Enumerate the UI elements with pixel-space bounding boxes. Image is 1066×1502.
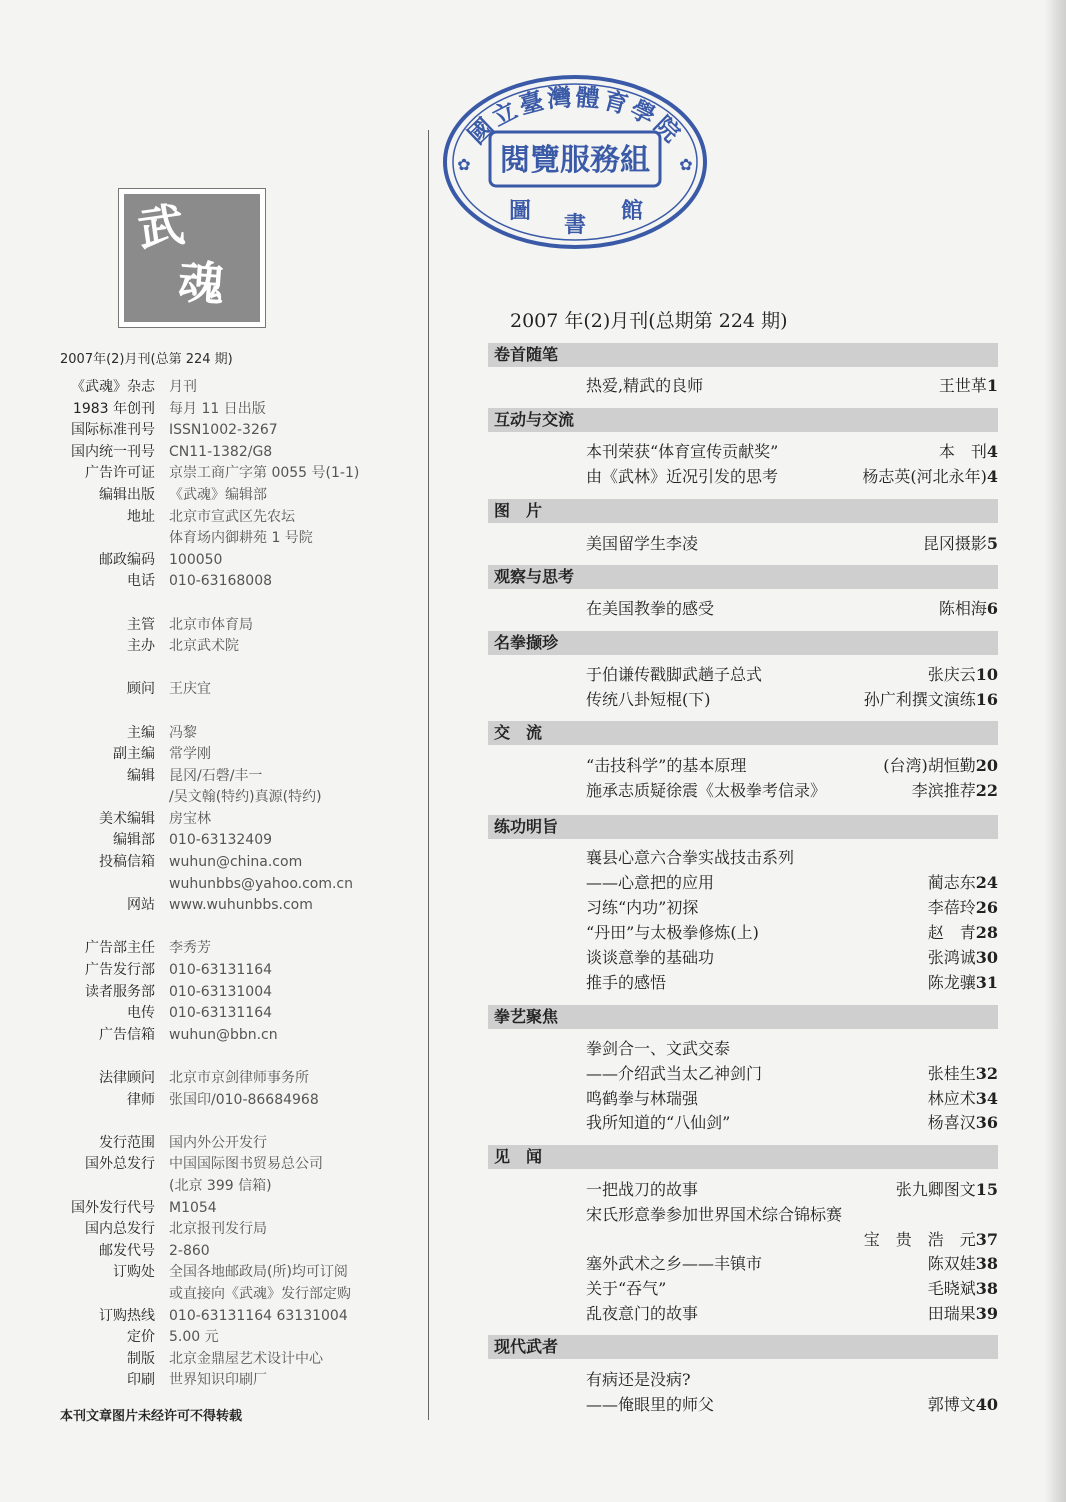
stamp-arc-text: 國立臺灣體育學院 — [461, 82, 689, 150]
info-label — [55, 1284, 155, 1306]
info-label: 美术编辑 — [99, 810, 155, 827]
info-label: 网站 — [127, 897, 155, 914]
info-value: 京崇工商广字第 0055 号(1-1) — [169, 465, 360, 482]
toc-entry-author: 陈双娃 — [927, 1254, 976, 1273]
toc-entry-title: 谈谈意拳的基础功 — [586, 948, 715, 967]
info-row — [55, 938, 415, 960]
page-gutter-shadow — [1044, 0, 1052, 1502]
toc-entry-title: 于伯谦传戳脚武趟子总式 — [586, 665, 763, 684]
info-label: 电话 — [127, 573, 155, 590]
toc-entry-title: 推手的感悟 — [586, 973, 667, 992]
toc-entry-page: 6 — [986, 599, 998, 618]
toc-entry-page: 4 — [986, 442, 998, 461]
info-label: 订购处 — [113, 1264, 155, 1281]
toc-entry-title: ——介绍武当太乙神剑门 — [586, 1064, 763, 1083]
info-row — [55, 1327, 415, 1349]
info-value: 国内外公开发行 — [169, 1134, 267, 1151]
info-row — [55, 1003, 415, 1025]
info-label: 主办 — [127, 638, 155, 655]
toc-entry-author: 张桂生 — [927, 1064, 976, 1083]
toc-entry — [586, 440, 998, 464]
info-value: wuhun@bbn.cn — [169, 1026, 278, 1043]
info-spacer — [55, 917, 415, 939]
column-divider — [428, 130, 429, 1420]
logo-char-wu: 武 — [134, 197, 188, 257]
logo-char-hun: 魂 — [176, 254, 226, 312]
toc-entry-author: 昆冈摄影 — [922, 534, 987, 553]
toc-entry — [586, 1037, 998, 1061]
toc-entry-byline — [928, 1062, 998, 1086]
info-row — [55, 809, 415, 831]
toc-entry — [586, 597, 998, 621]
toc-entry-author: 孙广利撰文演练 — [863, 690, 976, 709]
toc-section-header: 交 流 — [488, 721, 998, 745]
info-label: 印刷 — [127, 1372, 155, 1389]
toc-entry-page: 20 — [975, 756, 998, 775]
toc-entry-author: 李蓓玲 — [927, 898, 976, 917]
toc-entry — [586, 846, 998, 870]
stamp-bottom-char-1: 圖 — [508, 198, 532, 224]
toc-entry-title: 塞外武术之乡——丰镇市 — [586, 1254, 763, 1273]
publication-info — [55, 377, 415, 1392]
toc-entry — [586, 946, 998, 970]
info-row — [55, 636, 415, 658]
toc-entry-byline — [864, 1228, 998, 1252]
toc-entry-title: 本刊荣获“体育宣传贡献奖” — [586, 442, 779, 461]
info-value: 房宝林 — [169, 810, 211, 827]
toc-section-header: 互动与交流 — [488, 408, 998, 432]
toc-entry-author: 林应术 — [927, 1089, 976, 1108]
info-row — [55, 507, 415, 529]
info-row — [55, 615, 415, 637]
toc-entry-title: 由《武林》近况引发的思考 — [586, 467, 779, 486]
toc-entry-page: 32 — [975, 1064, 998, 1083]
info-row — [55, 377, 415, 399]
info-value: 月刊 — [169, 379, 197, 395]
toc-entry-title: 我所知道的“八仙剑” — [586, 1113, 731, 1132]
toc-entry — [586, 1368, 998, 1392]
info-label: 1983 年创刊 — [72, 400, 155, 417]
toc-entry-title: ——俺眼里的师父 — [586, 1395, 715, 1414]
info-value: 2-860 — [169, 1242, 210, 1259]
toc-entry — [586, 1228, 998, 1252]
toc-entry-title: 热爱,精武的良师 — [586, 376, 704, 395]
info-row — [55, 442, 415, 464]
info-row — [55, 960, 415, 982]
toc-entry-byline — [939, 440, 998, 464]
toc-entry-byline — [928, 1302, 998, 1326]
toc-entry-page: 31 — [975, 973, 998, 992]
toc-entry-byline — [928, 871, 998, 895]
toc-entry-byline — [928, 663, 998, 687]
info-row — [55, 1219, 415, 1241]
toc-entry — [586, 1277, 998, 1301]
stamp-bottom-char-2: 書 — [563, 212, 587, 238]
toc-entry-title: 传统八卦短棍(下) — [586, 690, 711, 709]
toc-entry-byline — [862, 465, 998, 489]
toc-entry-page: 22 — [975, 781, 998, 800]
info-label: 主管 — [127, 616, 155, 633]
info-value: 北京武术院 — [169, 638, 239, 655]
info-value: wuhun@china.com — [169, 854, 303, 871]
toc-entry-author: 陈龙骧 — [927, 973, 976, 992]
info-label: 副主编 — [113, 746, 155, 763]
toc-entry-title: “击技科学”的基本原理 — [586, 756, 747, 775]
toc-entry-page: 26 — [975, 898, 998, 917]
toc-section-header: 练功明旨 — [488, 815, 998, 839]
toc-entry — [586, 754, 998, 778]
info-label: 编辑出版 — [99, 486, 155, 503]
toc-entry-author: 毛晓斌 — [927, 1279, 976, 1298]
toc-entry-author: 张九卿图文 — [895, 1180, 976, 1199]
info-row — [55, 528, 415, 550]
toc-entry — [586, 1178, 998, 1202]
info-value: 北京市京剑律师事务所 — [169, 1070, 309, 1086]
toc-entry — [586, 896, 998, 920]
toc-entry — [586, 1203, 998, 1227]
logo-background — [124, 194, 260, 322]
stamp-flower-right-icon: ✿ — [679, 155, 693, 174]
info-label: 投稿信箱 — [99, 854, 155, 871]
info-spacer — [55, 1046, 415, 1068]
info-label: 顾问 — [127, 681, 155, 698]
info-label: 发行范围 — [99, 1134, 155, 1151]
toc-entry-page: 34 — [975, 1089, 998, 1108]
library-stamp — [440, 70, 710, 254]
toc-entry-page: 16 — [975, 690, 998, 709]
info-value: 北京报刊发行局 — [169, 1221, 267, 1238]
info-label: 《武魂》杂志 — [71, 379, 155, 395]
info-value: 张国印/010-86684968 — [169, 1091, 319, 1108]
info-label: 国外发行代号 — [71, 1199, 155, 1216]
info-label: 国际标准刊号 — [71, 422, 155, 439]
toc-entry-byline — [939, 374, 998, 398]
info-label — [55, 528, 155, 550]
info-label: 电传 — [127, 1005, 155, 1022]
toc-entry-author: 郭博文 — [927, 1395, 976, 1414]
toc-entry-title: 乱夜意门的故事 — [586, 1304, 699, 1323]
info-row — [55, 1154, 415, 1176]
toc-entry-byline — [928, 1277, 998, 1301]
toc-entry-title: 鸣鹤拳与林瑞强 — [586, 1089, 699, 1108]
info-row — [55, 787, 415, 809]
info-label: 国外总发行 — [85, 1156, 155, 1173]
info-row — [55, 1025, 415, 1047]
info-value: 北京金鼎屋艺术设计中心 — [169, 1350, 323, 1367]
info-value: 或直接向《武魂》发行部定购 — [169, 1285, 351, 1302]
toc-entry-title: 在美国教拳的感受 — [586, 599, 715, 618]
info-value: 010-63131004 — [169, 983, 273, 1000]
info-value: 中国国际图书贸易总公司 — [169, 1156, 323, 1173]
toc-entry — [586, 1111, 998, 1135]
toc-entry — [586, 779, 998, 803]
info-value: M1054 — [169, 1199, 217, 1216]
toc-entry-title: 宋氏形意拳参加世界国术综合锦标赛 — [586, 1205, 843, 1224]
info-label: 广告发行部 — [85, 962, 155, 979]
toc-section-header: 拳艺聚焦 — [488, 1005, 998, 1029]
info-row — [55, 463, 415, 485]
stamp-svg — [440, 70, 710, 250]
info-label: 编辑 — [127, 767, 155, 784]
info-spacer — [55, 1111, 415, 1133]
info-spacer — [55, 658, 415, 680]
toc-entry — [586, 1087, 998, 1111]
toc-entry — [586, 1252, 998, 1276]
toc-entry-byline — [912, 779, 998, 803]
info-value: 常学刚 — [169, 746, 211, 763]
info-value: 李秀芳 — [169, 940, 211, 957]
toc-entry — [586, 1393, 998, 1417]
toc-entry-byline — [928, 921, 998, 945]
toc-section-header: 名拳撷珍 — [488, 631, 998, 655]
toc-entry-byline — [939, 597, 998, 621]
info-spacer — [55, 593, 415, 615]
info-value: 《武魂》编辑部 — [169, 486, 267, 503]
toc-entry-title: 襄县心意六合拳实战技击系列 — [586, 848, 795, 867]
info-row — [55, 420, 415, 442]
toc-entry-page: 4 — [986, 467, 998, 486]
toc-entry-author: 张庆云 — [927, 665, 976, 684]
info-label: 广告许可证 — [85, 465, 155, 482]
info-value: 北京市宣武区先农坛 — [169, 508, 295, 525]
toc-entry — [586, 465, 998, 489]
info-row — [55, 485, 415, 507]
toc-entry-author: 蔺志东 — [927, 873, 976, 892]
toc-entry-byline — [928, 971, 998, 995]
info-value: wuhunbbs@yahoo.com.cn — [169, 875, 354, 892]
toc-entry-page: 40 — [975, 1395, 998, 1414]
left-issue-line: 2007年(2)月刊(总第 224 期) — [60, 352, 233, 367]
info-row — [55, 1284, 415, 1306]
page-spine — [1052, 0, 1066, 1502]
info-row — [55, 1198, 415, 1220]
toc-entry-page: 1 — [986, 376, 998, 395]
toc-entry-author: 田瑞果 — [927, 1304, 976, 1323]
info-spacer — [55, 701, 415, 723]
toc-entry-byline — [923, 532, 998, 556]
toc-entry-byline — [896, 1178, 998, 1202]
info-value: 王庆宜 — [169, 681, 211, 698]
toc-entry-byline — [928, 1111, 998, 1135]
toc-entry-page: 24 — [975, 873, 998, 892]
toc-entry-title: 一把战刀的故事 — [586, 1180, 699, 1199]
toc-entry-byline — [928, 946, 998, 970]
info-value: CN11-1382/G8 — [169, 443, 273, 460]
info-row — [55, 874, 415, 896]
info-row — [55, 1090, 415, 1112]
info-row — [55, 571, 415, 593]
info-row — [55, 1262, 415, 1284]
info-row — [55, 1133, 415, 1155]
info-value: www.wuhunbbs.com — [169, 897, 313, 914]
info-value: 5.00 元 — [169, 1329, 219, 1346]
toc-entry-author: 李滨推荐 — [911, 781, 976, 800]
copyright-notice: 本刊文章图片未经许可不得转载 — [60, 1409, 243, 1424]
info-label: 国内统一刊号 — [71, 443, 155, 460]
info-label: 主编 — [127, 724, 155, 741]
info-label: 读者服务部 — [85, 983, 155, 1000]
toc-entry-byline — [928, 1393, 998, 1417]
toc-entry-title: ——心意把的应用 — [586, 873, 715, 892]
info-label — [55, 1176, 155, 1198]
info-label: 邮政编码 — [99, 551, 155, 568]
toc-entry-title: “丹田”与太极拳修炼(上) — [586, 923, 759, 942]
toc-entry — [586, 921, 998, 945]
toc-entry — [586, 871, 998, 895]
info-value: 010-63132409 — [169, 832, 273, 849]
toc-entry — [586, 374, 998, 398]
magazine-logo — [118, 188, 266, 328]
info-value: 010-63168008 — [169, 573, 273, 590]
toc-entry-page: 15 — [975, 1180, 998, 1199]
info-value: 100050 — [169, 551, 223, 568]
info-value: 世界知识印刷厂 — [169, 1372, 267, 1389]
info-label: 广告部主任 — [85, 940, 155, 957]
toc-entry-page: 37 — [975, 1230, 998, 1249]
info-row — [55, 895, 415, 917]
toc-entry-author: 杨喜汉 — [927, 1113, 976, 1132]
toc-entry-title: 有病还是没病? — [586, 1370, 691, 1389]
toc-entry-page: 10 — [975, 665, 998, 684]
info-value: ISSN1002-3267 — [169, 422, 278, 439]
info-label — [55, 787, 155, 809]
info-row — [55, 550, 415, 572]
toc-entry — [586, 663, 998, 687]
info-row — [55, 766, 415, 788]
info-label: 法律顾问 — [99, 1070, 155, 1086]
info-value: 北京市体育局 — [169, 616, 253, 633]
info-label: 编辑部 — [113, 832, 155, 849]
toc-entry-byline — [928, 1252, 998, 1276]
info-value: 全国各地邮政局(所)均可订阅 — [169, 1264, 348, 1281]
toc-entry-byline — [864, 688, 998, 712]
toc-issue-heading: 2007 年(2)月刊(总期第 224 期) — [510, 310, 788, 332]
info-value: 010-63131164 — [169, 962, 273, 979]
info-value: 冯黎 — [169, 724, 197, 741]
toc-entry-page: 39 — [975, 1304, 998, 1323]
toc-entry-page: 38 — [975, 1279, 998, 1298]
info-row — [55, 723, 415, 745]
toc-entry — [586, 1302, 998, 1326]
info-row — [55, 830, 415, 852]
info-label: 邮发代号 — [99, 1242, 155, 1259]
toc-section-header: 图 片 — [488, 499, 998, 523]
toc-entry-page: 5 — [986, 534, 998, 553]
toc-entry — [586, 532, 998, 556]
toc-entry-page: 38 — [975, 1254, 998, 1273]
info-label: 订购热线 — [99, 1307, 155, 1324]
info-row — [55, 982, 415, 1004]
toc-section-header: 见 闻 — [488, 1145, 998, 1169]
toc-entry-title: 关于“吞气” — [586, 1279, 667, 1298]
info-row — [55, 1349, 415, 1371]
toc-entry-author: 杨志英(河北永年) — [862, 467, 987, 486]
toc-section-header: 观察与思考 — [488, 565, 998, 589]
info-value: (北京 399 信箱) — [169, 1177, 272, 1194]
info-row — [55, 1068, 415, 1090]
info-value: /吴文翰(特约)真源(特约) — [169, 789, 322, 806]
toc-entry-title: 美国留学生李凌 — [586, 534, 699, 553]
toc-entry-title: 拳剑合一、文武交泰 — [586, 1039, 731, 1058]
info-label — [55, 874, 155, 896]
toc-entry-author: 陈相海 — [938, 599, 987, 618]
toc-section-header: 卷首随笔 — [488, 343, 998, 367]
info-label: 律师 — [127, 1091, 155, 1108]
info-row — [55, 1176, 415, 1198]
stamp-bottom-char-3: 館 — [620, 198, 644, 224]
toc-entry-author: 本 刊 — [938, 442, 987, 461]
toc-entry-title: 习练“内功”初探 — [586, 898, 699, 917]
toc-entry-author: (台湾)胡恒勤 — [883, 756, 976, 775]
toc-entry-author: 王世革 — [938, 376, 987, 395]
info-label: 地址 — [127, 508, 155, 525]
info-row — [55, 852, 415, 874]
info-value: 昆冈/石磬/丰一 — [169, 767, 263, 784]
toc-entry-byline — [928, 896, 998, 920]
toc-entry — [586, 688, 998, 712]
toc-entry-page: 30 — [975, 948, 998, 967]
info-row — [55, 1370, 415, 1392]
info-row — [55, 1306, 415, 1328]
info-label: 制版 — [127, 1350, 155, 1367]
toc-entry-author: 张鸿诚 — [927, 948, 976, 967]
stamp-flower-left-icon: ✿ — [457, 155, 471, 174]
toc-entry-byline — [883, 754, 998, 778]
info-row — [55, 744, 415, 766]
info-value: 010-63131164 63131004 — [169, 1307, 348, 1324]
toc-entry-page: 36 — [975, 1113, 998, 1132]
info-value: 010-63131164 — [169, 1005, 273, 1022]
info-value: 每月 11 日出版 — [169, 400, 266, 417]
stamp-center-text: 閱覽服務組 — [500, 143, 650, 178]
info-row — [55, 1241, 415, 1263]
toc-entry — [586, 1062, 998, 1086]
toc-entry-author: 宝 贵 浩 元 — [863, 1230, 976, 1249]
toc-entry-author: 赵 青 — [927, 923, 976, 942]
info-label: 国内总发行 — [85, 1221, 155, 1238]
toc-section-header: 现代武者 — [488, 1335, 998, 1359]
info-label: 定价 — [127, 1329, 155, 1346]
toc-entry-page: 28 — [975, 923, 998, 942]
toc-entry-title: 施承志质疑徐震《太极拳考信录》 — [586, 781, 827, 800]
info-row — [55, 679, 415, 701]
info-value: 体育场内御耕苑 1 号院 — [169, 530, 313, 547]
info-label: 广告信箱 — [99, 1026, 155, 1043]
toc-entry-byline — [928, 1087, 998, 1111]
info-row — [55, 399, 415, 421]
toc-entry — [586, 971, 998, 995]
